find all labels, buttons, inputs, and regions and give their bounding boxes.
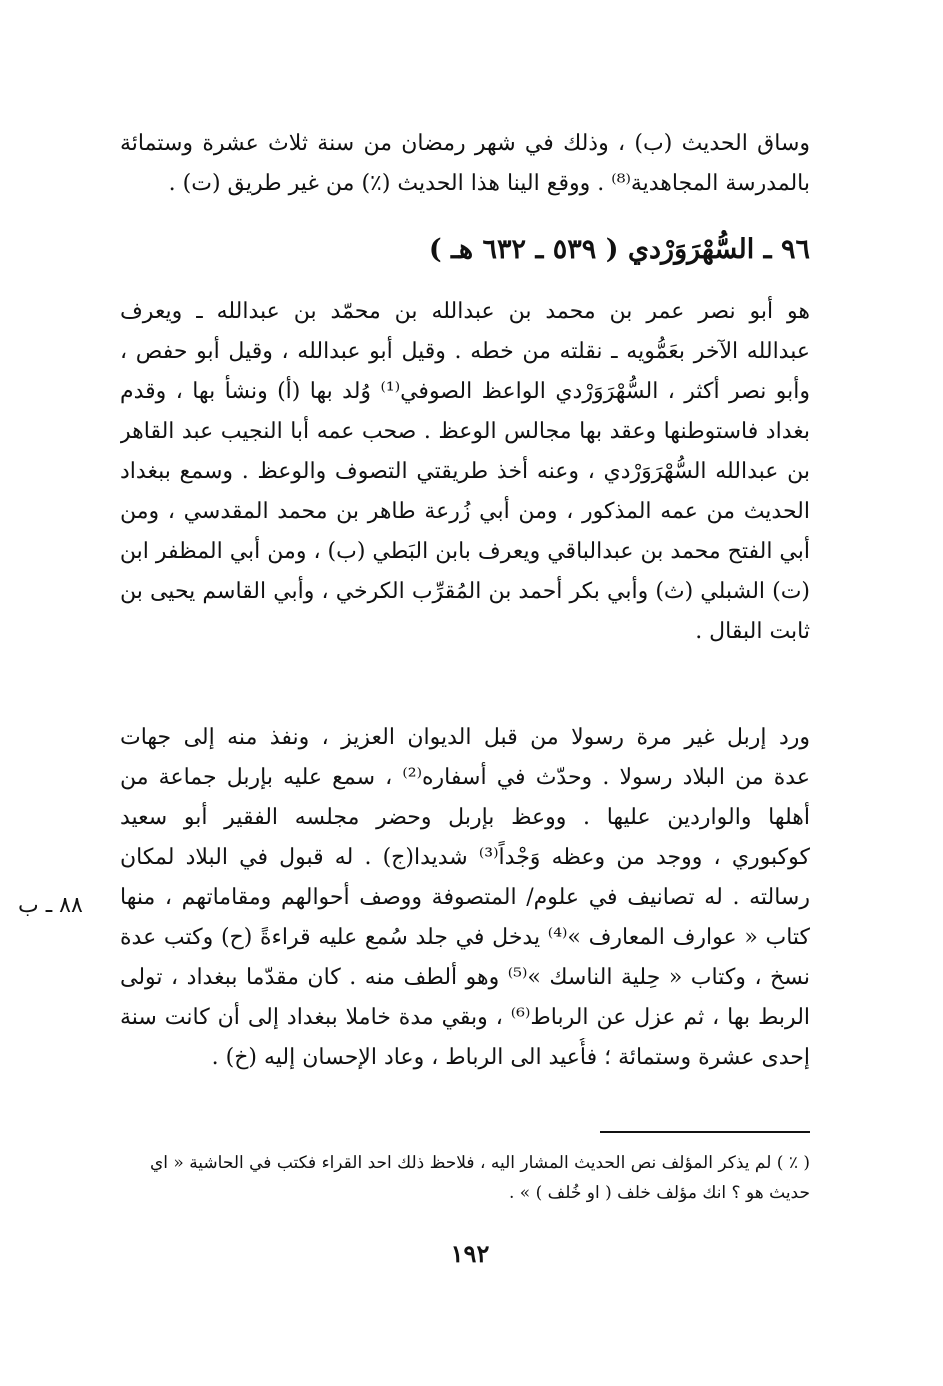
footnote-line: ( ٪ ) لم يذكر المؤلف نص الحديث المشار اليه ، فلاحظ ذلك احد القراء فكتب في الحاشية « اي: [149, 1153, 810, 1173]
page-number: ١٩٢: [450, 1239, 490, 1268]
text-line: ثابت البقال .: [695, 619, 810, 644]
footnote-divider: [600, 1131, 810, 1133]
text-line: بن عبدالله السُّهْرَوَرْدي ، وعنه أخذ طريقتي التصوف والوعظ . وسمع ببغداد: [120, 459, 810, 484]
text-line: ورد إربل غير مرة رسولا من قبل الديوان العزيز ، ونفذ منه إلى جهات: [120, 725, 810, 750]
entry-heading: ٩٦ ـ السُّهْرَوَرْدي ( ٥٣٩ ـ ٦٣٢ هـ ): [428, 234, 810, 265]
text-line: أهلها والواردين عليها . ووعظ بإربل وحضر مجلسه الفقير أبو سعيد: [120, 805, 810, 830]
text-line: بالمدرسة المجاهدية⁽⁸⁾ . ووقع الينا هذا الحديث (٪) من غير طريق (ت) .: [168, 171, 810, 196]
paragraph-2: [120, 292, 810, 652]
text-line: كوكبوري ، ووجد من وعظه وَجْداً⁽³⁾ شديدا(ج) . له قبول في البلاد لمكان: [120, 845, 810, 870]
text-line: كتاب « عوارف المعارف »⁽⁴⁾ يدخل في جلد سُمع عليه قراءةً (ح) وكتب عدة: [120, 925, 810, 950]
text-line: وأبو نصر أكثر ، السُّهْرَوَرْدي الواعظ الصوفي⁽¹⁾ وُلد بها (أ) ونشأ بها ، وقدم: [120, 379, 810, 404]
text-line: بغداد فاستوطنها وعقد بها مجالس الوعظ . صحب عمه أبا النجيب عبد القاهر: [120, 419, 810, 444]
text-line: (ت) الشبلي (ث) وأبي بكر أحمد بن المُقرِّب الكرخي ، وأبي القاسم يحيى بن: [120, 579, 810, 604]
text-line: إحدى عشرة وستمائة ؛ فأُعيد الى الرباط ، وعاد الإحسان إليه (خ) .: [211, 1045, 810, 1070]
text-line: رسالته . له تصانيف في علوم/ المتصوفة ووصف أحوالهم ومقاماتهم ، منها: [120, 885, 810, 910]
text-line: عبدالله الآخر بعَمُّويه ـ نقلته من خطه . وقيل أبو عبدالله ، وقيل أبو حفص ،: [120, 339, 810, 364]
text-line: عدة من البلاد رسولا . وحدّث في أسفاره⁽²⁾ ، سمع عليه بإربل جماعة من: [120, 765, 810, 790]
text-line: هو أبو نصر عمر بن محمد بن عبدالله بن محمّد بن عبدالله ـ ويعرف: [120, 299, 810, 324]
text-line: نسخ ، وكتاب « حِلية الناسك »⁽⁵⁾ وهو ألطف منه . كان مقدّما ببغداد ، تولى: [120, 965, 810, 990]
text-line: الربط بها ، ثم عزل عن الرباط⁽⁶⁾ ، وبقي مدة خاملا ببغداد إلى أن كانت سنة: [120, 1005, 810, 1030]
text-line: أبي الفتح محمد بن عبدالباقي ويعرف بابن البَطي (ب) ، ومن أبي المظفر ابن: [120, 539, 810, 564]
footnotes: [140, 1148, 810, 1208]
margin-folio-note: ٨٨ ـ ب: [18, 893, 83, 918]
paragraph-1: [120, 124, 810, 204]
text-line: الحديث من عمه المذكور ، ومن أبي زُرعة طاهر بن محمد المقدسي ، ومن: [120, 499, 810, 524]
paragraph-3: [120, 718, 810, 1078]
text-line: وساق الحديث (ب) ، وذلك في شهر رمضان من سنة ثلاث عشرة وستمائة: [120, 131, 810, 156]
footnote-line: حديث هو ؟ انك مؤلف خلف ( او خُلف ) » .: [509, 1183, 810, 1203]
